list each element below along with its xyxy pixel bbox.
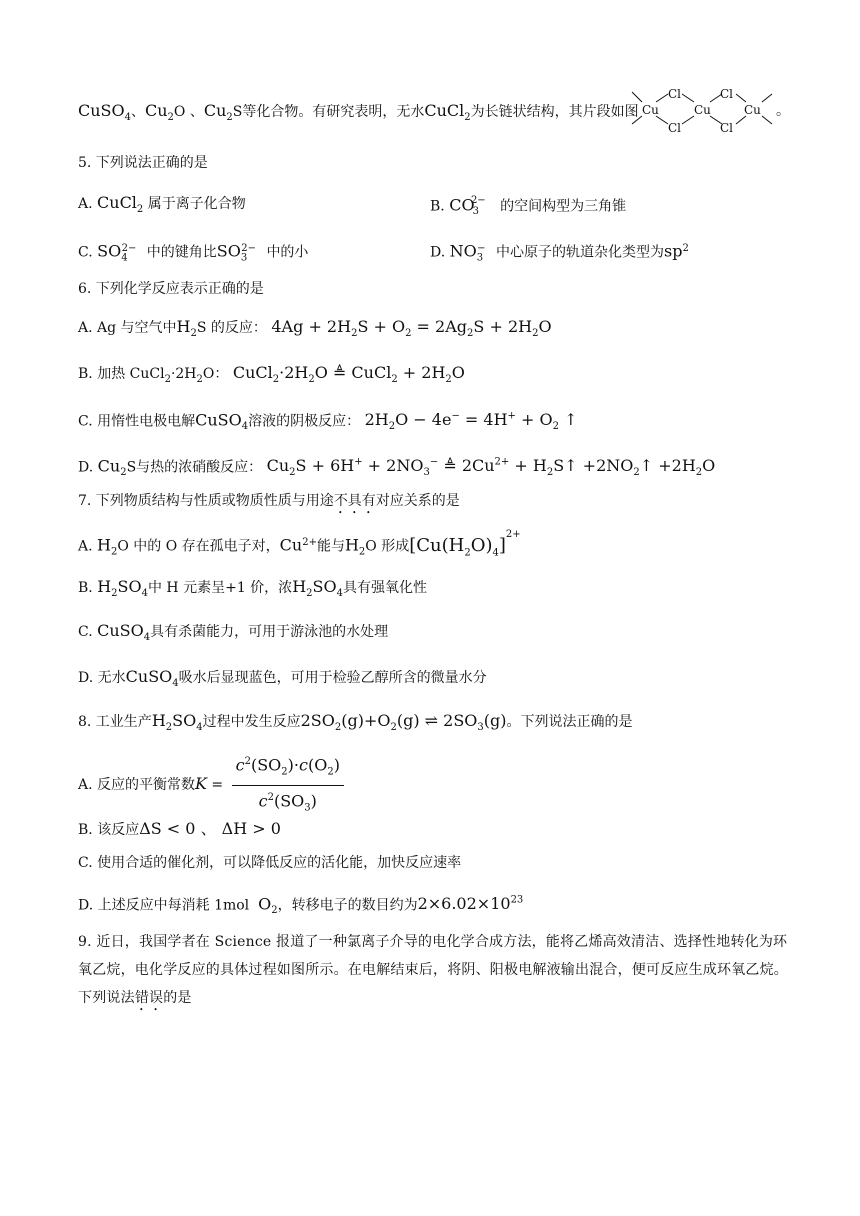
q7-a-label: A.	[78, 538, 93, 555]
q7-d-cuso4: CuSO	[125, 667, 173, 686]
q5-stem-text: 5. 下列说法正确的是	[78, 155, 208, 171]
chain-cu-3: Cu	[744, 103, 761, 117]
q8-stem-h: H	[151, 711, 166, 730]
q6-stem-text: 6. 下列化学反应表示正确的是	[78, 281, 264, 297]
q6-a: A. Ag 与空气中$H_2S$ 的反应： $4Ag + 2H_2S + O_2 = 2Ag_2S + 2H_2O$	[78, 317, 552, 340]
chain-cl-2: Cl	[668, 121, 682, 135]
q7-a-cu: Cu	[279, 535, 303, 555]
q7-c: C. CuSO$_4$具有杀菌能力，可用于游泳池的水处理	[78, 621, 389, 643]
q8-stem-1: 8. 工业生产	[78, 714, 152, 730]
q5-row1: A. CuCl$_2$ 属于离子化合物 B. $CO_3^{2-}$ 的空间构型为三角锥	[78, 193, 627, 218]
q7-c-text: 具有杀菌能力，可用于游泳池的水处理	[150, 624, 389, 640]
q7-b-h-2: H	[292, 577, 307, 596]
q6-c-text-1: C. 用惰性电极电解	[78, 413, 196, 430]
q7-a-text-2: 能与	[316, 538, 345, 555]
q6-c: C. 用惰性电极电解CuSO$_4$溶液的阴极反应： $2H_2O - 4e^- = 4H^+ + O_2$ ↑	[78, 410, 578, 433]
q8-stem: 8. 工业生产$H_2SO_4$过程中发生反应$2SO_2(g)+O_2(g)$ ⇌ $2SO_3(g)$。下列说法正确的是	[78, 711, 633, 734]
q6-a-h2s: H	[176, 317, 191, 336]
q8-b	[78, 818, 800, 841]
q6-c-equation: $2H_2O - 4e^- = 4H^+ + O_2$ ↑	[364, 410, 578, 433]
q6-b-text-1: B. 加热 CuCl	[78, 366, 165, 382]
q5-b-text: 的空间构型为三角锥	[500, 198, 627, 215]
intro-text-2: 为长链状结构，其片段如图	[470, 104, 639, 120]
q8-d-text-1: D. 上述反应中每消耗 1mol	[78, 897, 250, 914]
q5-b-label: B.	[430, 198, 445, 215]
q8-a-text: A. 反应的平衡常数	[78, 777, 196, 794]
q7-d-text-2: 吸水后显现蓝色，可用于检验乙醇所含的微量水分	[178, 670, 487, 686]
q7-stem-1: 7. 下列物质结构与性质或物质性质与用途	[78, 493, 334, 509]
q6-c-cuso4: CuSO	[195, 410, 242, 430]
q5-c-formula-2: SO	[216, 241, 241, 261]
q6-d: D. $Cu_2S$与热的浓硝酸反应： $Cu_2S + 6H^+ + 2NO_3^-$ ≜ $2Cu^{2+}$ + $H_2S↑$ $+2NO_2↑ +2H_2O$	[78, 456, 716, 479]
q5-d-formula: NO	[449, 241, 477, 261]
formula-cuso4: CuSO	[78, 101, 125, 120]
q8-a-fraction: $\frac{c^2(SO_2)\cdot c(O_2)}{c^2(SO_3)}$	[232, 752, 344, 818]
q7-b-h: H	[97, 577, 112, 596]
q9-emphasis: 错误	[134, 990, 164, 1006]
q6-stem	[78, 278, 800, 300]
sep: O 、	[173, 104, 204, 120]
q8-stem-3: 。下列说法正确的是	[506, 714, 633, 730]
q7-stem-2: 对应关系的是	[375, 493, 460, 509]
q8-c-text: C. 使用合适的催化剂，可以降低反应的活化能，加快反应速率	[78, 855, 462, 871]
q8-a: A. 反应的平衡常数K = $\frac{c^2(SO_2)\cdot c(O_2)}{c^2(SO_3)}$	[78, 752, 800, 810]
q7-stem	[78, 490, 800, 517]
q8-a-k: K	[195, 774, 207, 794]
q8-stem-so: SO	[172, 711, 197, 730]
q6-b-text-2: ·2H	[170, 366, 197, 382]
intro-text: S等化合物。有研究表明，无水	[232, 104, 425, 120]
q7-d: D. 无水CuSO$_4$吸水后显现蓝色，可用于检验乙醇所含的微量水分	[78, 667, 487, 689]
q5-c-formula-1: SO	[97, 241, 122, 261]
q5-c-text-2: 中的小	[266, 244, 309, 261]
q8-c	[78, 852, 800, 874]
q5-c-label: C.	[78, 244, 93, 261]
q8-b-formula: ΔS < 0 、 ΔH > 0	[139, 819, 281, 838]
q7-a-complex: $[Cu(H_2O)_4]$	[409, 534, 506, 559]
formula-cu2s: Cu	[203, 101, 227, 120]
q6-d-cu2s: Cu	[97, 456, 121, 476]
chain-cu-1: Cu	[642, 103, 659, 117]
q6-d-equation: $Cu_2S + 6H^+ + 2NO_3^-$ ≜ $2Cu^{2+}$ + $H_2S↑$ $+2NO_2↑ +2H_2O$	[266, 456, 716, 479]
q7-b-text-2: 具有强氧化性	[342, 580, 427, 596]
q9-paragraph	[78, 928, 800, 1014]
chain-cu-2: Cu	[694, 103, 711, 117]
q7-stem-emphasis: 不具有	[333, 493, 376, 509]
q5-a-text: 属于离子化合物	[147, 196, 246, 212]
q6-a-text-1: A. Ag 与空气中	[78, 320, 177, 336]
q5-a-label: A.	[78, 196, 93, 212]
chain-cl-4: Cl	[720, 121, 734, 135]
q6-b: B. 加热 $CuCl_2\cdot 2H_2O$： $CuCl_2\cdot 2H_2O$ ≜ CuCl$_2$ + $2H_2O$	[78, 363, 465, 386]
q9-text-1: 9. 近日，我国学者在 Science 报道了一种氯离子介导的电化学合成方法，能将乙烯高效清洁、选择性地转化为环氧乙烷，电化学反应的具体过程如图所示。在电解结束后，将阴、阳极电解液输出混合，便可反应生成环氧乙烷。下列说法	[78, 934, 788, 1006]
q8-b-text: B. 该反应	[78, 822, 140, 838]
q8-stem-2: 过程中发生反应	[202, 714, 301, 730]
intro-line: CuSO$_4$、$Cu_2O$ 、$Cu_2S$等化合物。有研究表明，无水CuCl$_2$为长链状结构，其片段如图	[78, 101, 639, 123]
q7-b-so: SO	[117, 577, 142, 596]
q7-a-text-1: O 中的 O 存在孤电子对，	[117, 538, 280, 555]
q7-a-h2o-2: H	[344, 535, 359, 555]
q7-a-h2o: H	[97, 535, 111, 555]
q7-b-label: B.	[78, 580, 93, 596]
q6-a-equation: $4Ag + 2H_2S + O_2 = 2Ag_2S + 2H_2O$	[271, 317, 552, 340]
q6-d-label: D.	[78, 459, 94, 476]
chain-cl-1: Cl	[668, 87, 682, 101]
intro-end: 。	[776, 103, 790, 119]
q5-c-text-1: 中的键角比	[146, 244, 217, 261]
q7-b-so-2: SO	[312, 577, 337, 596]
q5-a-formula: CuCl	[97, 193, 137, 212]
cucl2-chain-diagram	[630, 86, 780, 136]
q7-a-text-3: O 形成	[365, 538, 410, 555]
q6-d-text: S与热的浓硝酸反应：	[126, 459, 263, 476]
q9-text-2: 的是	[163, 990, 192, 1006]
q5-d-text: 中心原子的轨道杂化类型为	[495, 244, 664, 261]
q6-c-text-2: 溶液的阴极反应：	[248, 413, 361, 430]
q8-d-o2: O	[258, 894, 272, 914]
q8-equation: $2SO_2(g)+O_2(g)$ ⇌ $2SO_3(g)$	[300, 711, 507, 734]
q8-d-text-2: ，转移电子的数目约为	[277, 897, 418, 914]
q5-row2: C. $SO_4^{2-}$ 中的键角比$SO_3^{2-}$ 中的小 D. $NO_3^-$ 中心原子的轨道杂化类型为$sp^2$	[78, 241, 689, 264]
q6-b-text-3: O：	[202, 366, 229, 382]
q6-b-equation: $CuCl_2\cdot 2H_2O$ ≜ CuCl$_2$ + $2H_2O$	[232, 363, 465, 386]
q7-d-text-1: D. 无水	[78, 670, 126, 686]
q7-a: A. $H_2O$ 中的 O 存在孤电子对，$Cu^{2+}$能与$H_2O$ 形成$[Cu(H_2O)_4]^{2+}$	[78, 529, 521, 559]
formula-cu2o: Cu	[145, 101, 168, 120]
q7-b: B. $H_2SO_4$中 H 元素呈+1 价，浓$H_2SO_4$具有强氧化性	[78, 577, 427, 599]
q5-d-sp2: sp	[663, 241, 683, 261]
formula-cucl2: CuCl	[424, 101, 465, 120]
sep: 、	[131, 104, 145, 120]
q8-d-number: $2\times 6.02\times 10^{23}$	[417, 894, 524, 914]
q5-stem	[78, 152, 800, 174]
chain-cl-3: Cl	[720, 87, 734, 101]
q8-d: D. 上述反应中每消耗 1mol $O_2$，转移电子的数目约为$2\times 6.02\times 10^{23}$	[78, 894, 524, 917]
q6-a-text-2: S 的反应：	[196, 320, 267, 336]
q7-c-cuso4: CuSO	[97, 621, 144, 640]
q5-d-label: D.	[430, 244, 446, 261]
q5-b-formula: CO	[449, 195, 475, 215]
q7-b-text: 中 H 元素呈+1 价，浓	[147, 580, 293, 596]
q7-c-label: C.	[78, 624, 93, 640]
